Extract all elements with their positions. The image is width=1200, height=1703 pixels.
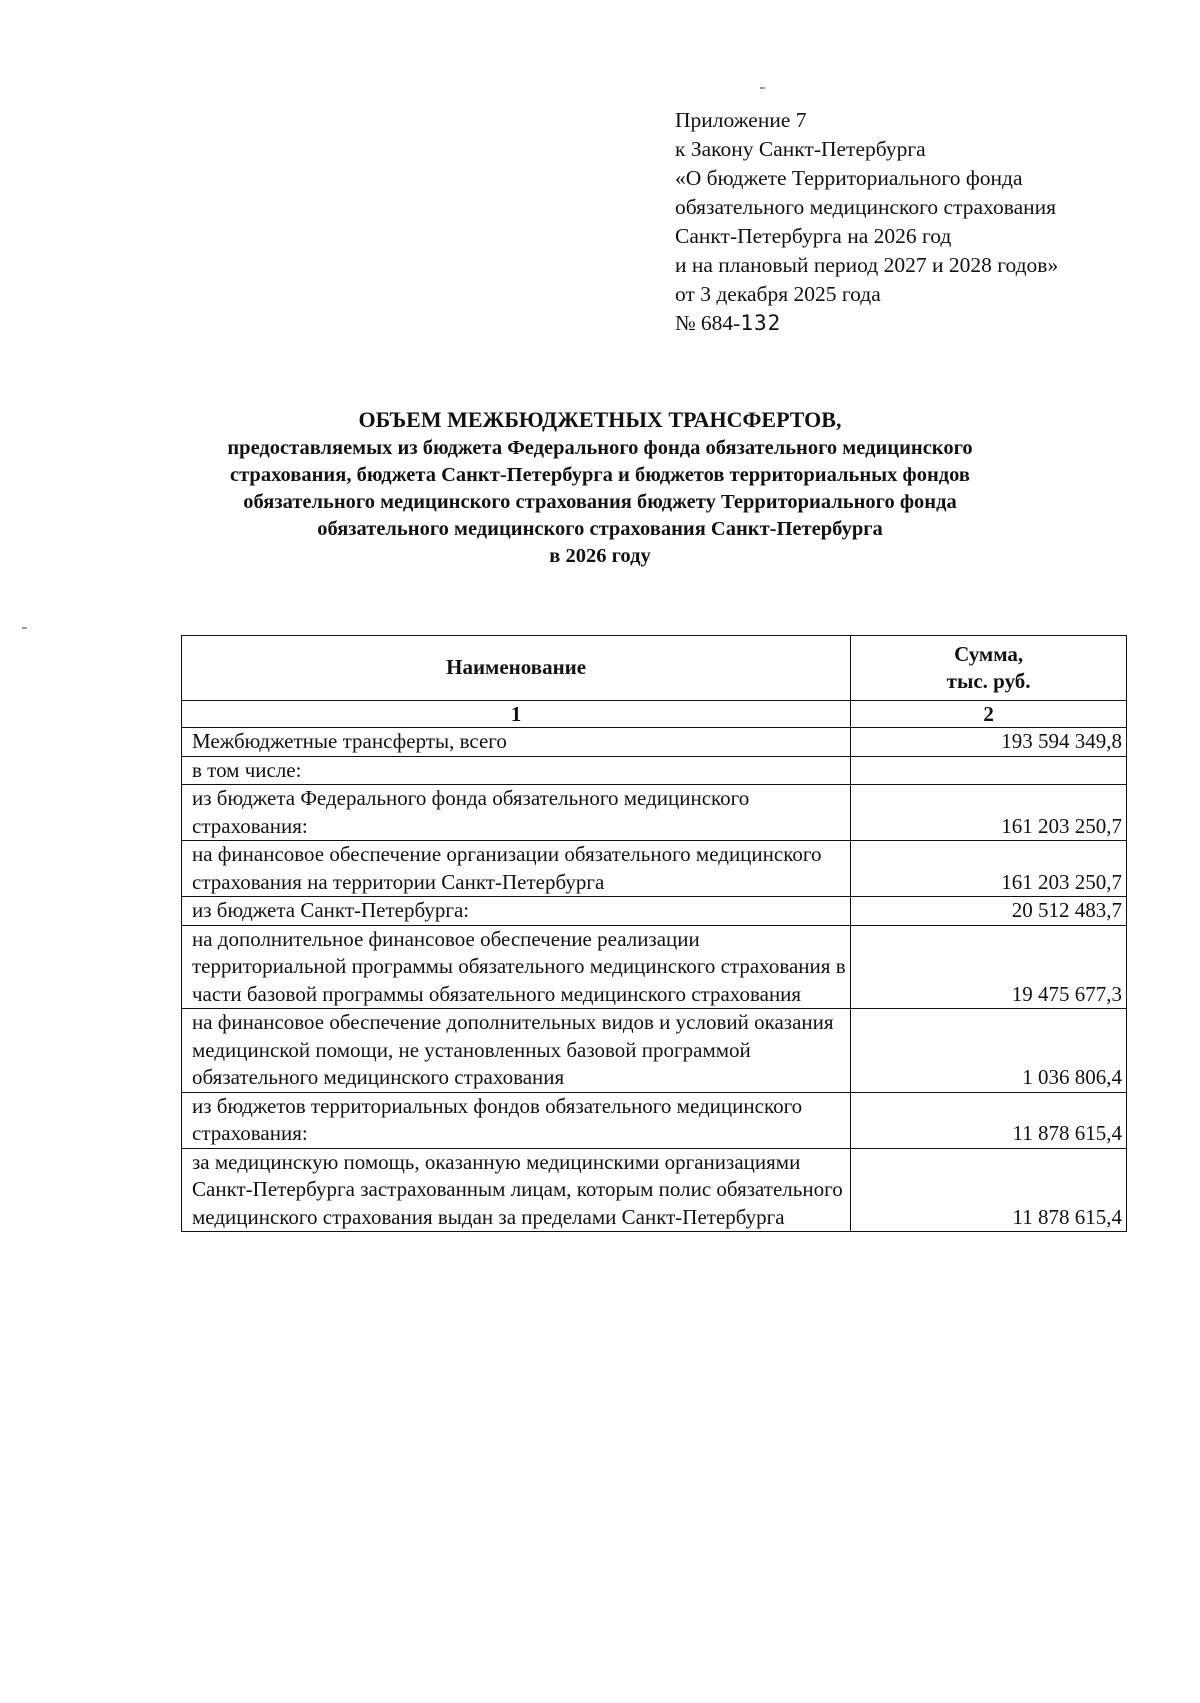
table-row	[182, 897, 1127, 926]
row-sum: 11 878 615,4	[851, 1148, 1127, 1232]
row-sum: 20 512 483,7	[851, 897, 1127, 926]
row-name: на финансовое обеспечение дополнительных видов и условий оказания медицинской помощи, не установленных базовой программой обязательного медицинского страхования	[182, 1009, 851, 1093]
title-main: ОБЪЕМ МЕЖБЮДЖЕТНЫХ ТРАНСФЕРТОВ,	[358, 407, 842, 432]
document-title	[80, 405, 1120, 570]
row-sum	[851, 756, 1127, 785]
row-name: на финансовое обеспечение организации обязательного медицинского страхования на территории Санкт-Петербурга	[182, 841, 851, 897]
title-line-3: обязательного медицинского страхования бюджету Территориального фонда	[243, 491, 957, 513]
header-name: Наименование	[182, 636, 851, 701]
column-number-row	[182, 701, 1127, 728]
scan-speck	[22, 627, 27, 629]
row-name: на дополнительное финансовое обеспечение реализации территориальной программы обязательного медицинского страхования в части базовой программы обязательного медицинского страхования	[182, 925, 851, 1009]
appendix-law-title-4: и на плановый период 2027 и 2028 годов»	[675, 253, 1059, 277]
title-line-2: страхования, бюджета Санкт-Петербурга и бюджетов территориальных фондов	[230, 464, 970, 486]
row-sum: 193 594 349,8	[851, 728, 1127, 757]
table-row	[182, 925, 1127, 1009]
row-name: из бюджетов территориальных фондов обязательного медицинского страхования:	[182, 1092, 851, 1148]
table-row	[182, 1092, 1127, 1148]
column-number-1: 1	[182, 701, 851, 728]
row-name: в том числе:	[182, 756, 851, 785]
row-name: за медицинскую помощь, оказанную медицинскими организациями Санкт-Петербурга застрахованным лицам, которым полис обязательного медицинского страхования выдан за пределами Санкт-Петербурга	[182, 1148, 851, 1232]
table-row	[182, 756, 1127, 785]
row-name: Межбюджетные трансферты, всего	[182, 728, 851, 757]
appendix-title: Приложение 7	[675, 108, 807, 132]
title-year: в 2026 году	[549, 545, 651, 567]
table-row	[182, 785, 1127, 841]
appendix-date: от 3 декабря 2025 года	[675, 282, 881, 306]
table-row	[182, 728, 1127, 757]
row-sum: 161 203 250,7	[851, 841, 1127, 897]
appendix-law-title-2: обязательного медицинского страхования	[675, 195, 1057, 219]
header-sum-line2: тыс. руб.	[946, 669, 1031, 693]
scan-speck	[760, 87, 765, 89]
row-sum: 19 475 677,3	[851, 925, 1127, 1009]
row-name: из бюджета Санкт-Петербурга:	[182, 897, 851, 926]
header-sum-line1: Сумма,	[954, 641, 1024, 666]
table-header-row	[182, 636, 1127, 701]
appendix-law-ref: к Закону Санкт-Петербурга	[675, 137, 926, 161]
row-sum: 161 203 250,7	[851, 785, 1127, 841]
row-sum: 1 036 806,4	[851, 1009, 1127, 1093]
title-line-4: обязательного медицинского страхования Санкт-Петербурга	[317, 518, 883, 540]
appendix-number-prefix: № 684-	[675, 311, 741, 335]
transfers-table	[181, 635, 1127, 1232]
appendix-number-value: 132	[740, 311, 782, 335]
title-line-1: предоставляемых из бюджета Федерального фонда обязательного медицинского	[227, 437, 973, 459]
row-name: из бюджета Федерального фонда обязательного медицинского страхования:	[182, 785, 851, 841]
row-sum: 11 878 615,4	[851, 1092, 1127, 1148]
appendix-law-title-3: Санкт-Петербурга на 2026 год	[675, 224, 952, 248]
header-sum	[851, 636, 1127, 701]
appendix-law-title-1: «О бюджете Территориального фонда	[675, 166, 1023, 190]
appendix-header	[675, 106, 1155, 338]
table-row	[182, 1009, 1127, 1093]
table-row	[182, 841, 1127, 897]
column-number-2: 2	[851, 701, 1127, 728]
appendix-number	[675, 309, 1155, 338]
table-row	[182, 1148, 1127, 1232]
